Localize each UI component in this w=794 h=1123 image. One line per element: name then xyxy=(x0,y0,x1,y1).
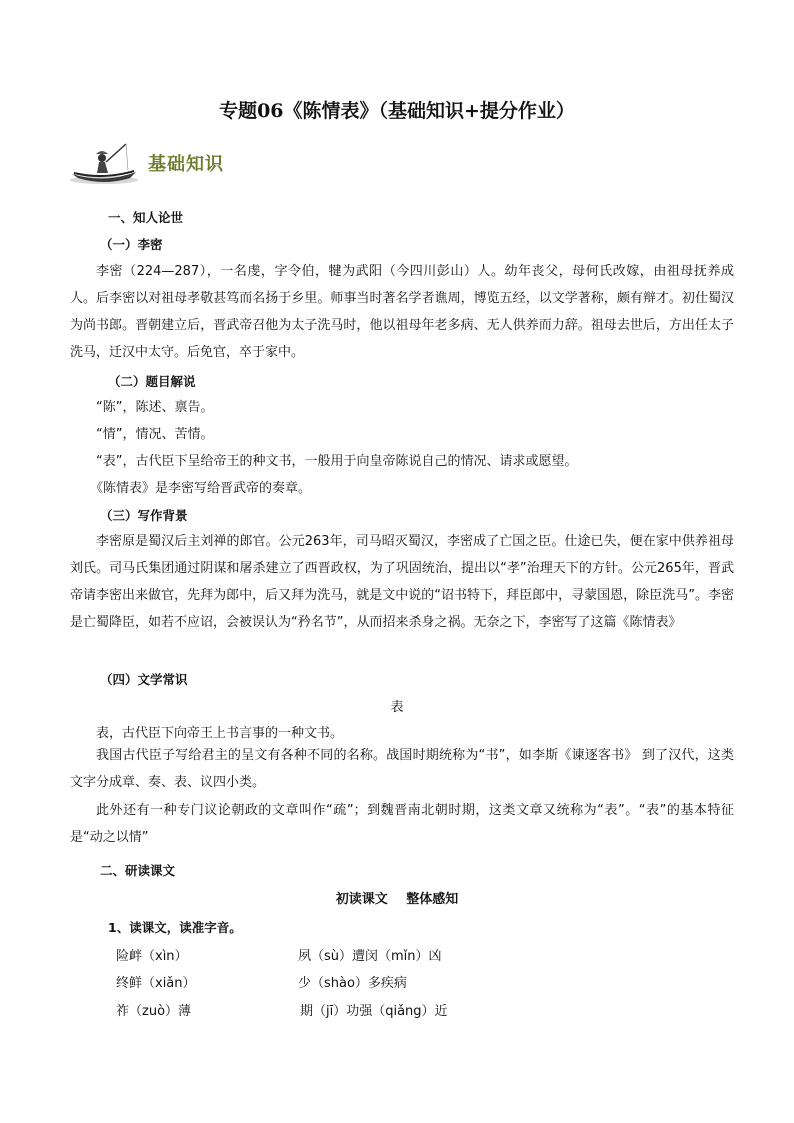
subheading-first-read: 初读课文 整体感知 xyxy=(335,892,459,907)
heading-2: 二、研读课文 xyxy=(100,863,176,878)
biao-heading: 表 xyxy=(390,700,404,715)
biao-paragraph-2: 我国古代臣子写给君主的呈文有各种不同的名称。战国时期统称为“书”，如李斯《谏逐客书》 到了汉代，这类文字分成章、奏、表、议四小类。 xyxy=(70,748,734,790)
heading-1: 一、知人论世 xyxy=(108,210,184,225)
heading-1-4: （四）文学常识 xyxy=(100,672,188,687)
word-left-3: 祚（zuò）薄 xyxy=(116,1004,192,1019)
word-right-3: 期（jī）功强（qiǎng）近 xyxy=(300,1004,448,1019)
fisherman-boat-icon xyxy=(68,140,140,190)
word-right-2: 少（shào）多疾病 xyxy=(298,976,407,991)
paragraph-limi: 李密（224—287），一名虔，字令伯，犍为武阳（今四川彭山）人。幼年丧父，母何氏改嫁，由祖母抚养成人。后李密以对祖母孝敬甚笃而名扬于乡里。师事当时著名学者谯周，博览五经，以文学著称，颇有辩才。初仕蜀汉为尚书郎。晋朝建立后，晋武帝召他为太子洗马时，他以祖母年老多病、无人供养而力辞。祖母去世后，方出任太子洗马，迁汉中太守。后免官，卒于家中。 xyxy=(70,264,734,360)
paragraph-background: 李密原是蜀汉后主刘禅的郎官。公元263年，司马昭灭蜀汉，李密成了亡国之臣。仕途已失，便在家中供养祖母刘氏。司马氏集团通过阴谋和屠杀建立了西晋政权，为了巩固统治，提出以“孝”治理天下的方针。公元265年，晋武帝请李密出来做官，先拜为郎中，后又拜为洗马，就是文中说的“诏书特下，拜臣郎中，寻蒙国恩，除臣洗马”。李密是亡蜀降臣，如若不应诏，会被误认为“矜名节”，从而招来杀身之祸。无奈之下，李密写了这篇《陈情表》 xyxy=(70,534,734,630)
word-left-2: 终鲜（xiǎn） xyxy=(116,976,196,991)
biao-paragraph-3: 此外还有一种专门议论朝政的文章叫作“疏”；到魏晋南北朝时期，这类文章又统称为“表”。“表”的基本特征是“动之以情” xyxy=(70,803,734,845)
title-note-qing: “情”，情况、苦情。 xyxy=(96,427,214,442)
heading-1-1: （一）李密 xyxy=(100,237,163,252)
heading-1-2: （二）题目解说 xyxy=(108,374,196,389)
title-note-whole: 《陈情表》是李密写给晋武帝的奏章。 xyxy=(90,481,312,496)
title-note-biao: “表”，古代臣下呈给帝王的种文书，一般用于向皇帝陈说自己的情况、请求或愿望。 xyxy=(96,454,578,469)
word-right-1: 夙（sù）遭闵（mǐn）凶 xyxy=(298,949,442,964)
word-left-1: 险衅（xìn） xyxy=(116,949,188,964)
question-1: 1、读课文，读准字音。 xyxy=(108,920,242,935)
section-banner xyxy=(68,140,308,190)
banner-label: 基础知识 xyxy=(148,154,224,175)
page-title: 专题06《陈情表》（基础知识+提分作业） xyxy=(219,100,575,122)
heading-1-3: （三）写作背景 xyxy=(100,508,188,523)
biao-definition: 表，古代臣下向帝王上书言事的一种文书。 xyxy=(96,726,344,741)
title-note-chen: “陈”，陈述、禀告。 xyxy=(96,400,214,415)
